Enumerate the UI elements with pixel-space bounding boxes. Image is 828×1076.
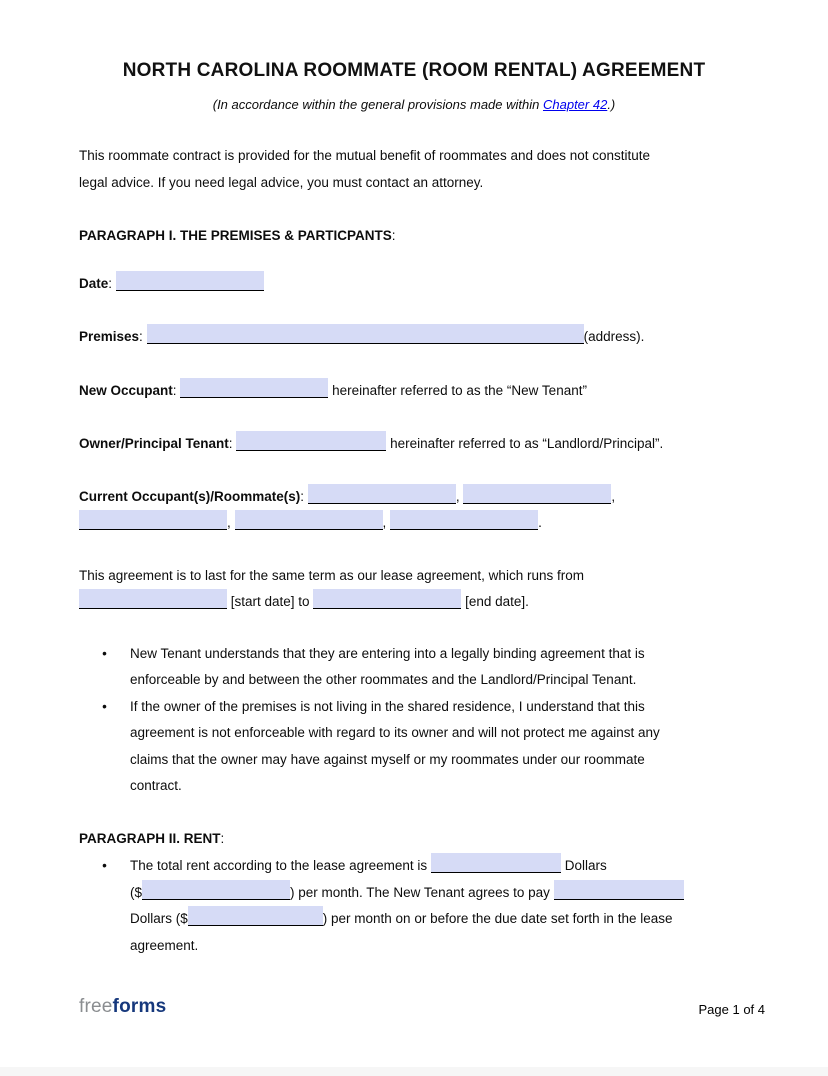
premises-label: Premises — [79, 329, 140, 344]
page-number: Page 1 of 4 — [698, 1002, 765, 1017]
roommate-2-name-blank-field[interactable] — [463, 484, 611, 504]
comma-text: , — [382, 515, 387, 530]
intro-paragraph — [79, 143, 724, 196]
section1-heading — [79, 223, 724, 250]
comma-text: , — [611, 488, 616, 504]
bullet-text — [130, 694, 724, 800]
section2-heading-text: PARAGRAPH II. RENT — [79, 830, 221, 846]
comma-text: , — [227, 515, 231, 530]
current-occupants-row — [79, 484, 724, 537]
date-label: Date — [79, 275, 109, 291]
rent-text: ) per month. The New Tenant agrees to pay — [290, 884, 550, 900]
premises-row — [79, 324, 724, 351]
subtitle-suffix-text: .) — [607, 97, 616, 112]
text-line: enforceable by and between the other roommates and the Landlord/Principal Tenant. — [130, 672, 637, 687]
roommate-1-name-blank-field[interactable] — [308, 484, 456, 504]
owner-suffix-text: hereinafter referred to as “Landlord/Principal”. — [390, 436, 664, 451]
logo-free-text: free — [79, 996, 113, 1017]
roommate-3-name-blank-field[interactable] — [79, 510, 227, 530]
rent-text: ($ — [130, 884, 143, 900]
roommate-4-name-blank-field[interactable] — [235, 510, 383, 530]
total-rent-words-blank-field[interactable] — [431, 853, 561, 873]
end-date-text: [end date]. — [465, 594, 529, 609]
comma-text: , — [455, 488, 460, 504]
lease-term-paragraph — [79, 563, 724, 616]
new-occupant-label: New Occupant — [79, 382, 173, 398]
rent-line-3 — [130, 906, 724, 933]
label-colon: : — [108, 275, 113, 291]
premises-address-blank-field[interactable] — [147, 324, 584, 344]
text-line: contract. — [130, 778, 182, 793]
rent-bullet-item — [79, 853, 724, 959]
freeforms-logo — [79, 996, 166, 1018]
text-line: This roommate contract is provided for the mutual benefit of roommates and does not constitute — [79, 148, 651, 163]
new-occupant-suffix-text: hereinafter referred to as the “New Tenant” — [332, 382, 587, 398]
rent-text: ) per month on or before the due date set forth in the lease — [322, 911, 673, 926]
new-tenant-rent-amount-blank-field[interactable] — [188, 906, 323, 926]
label-colon: : — [172, 382, 177, 398]
bullet-icon: • — [102, 698, 107, 714]
heading-colon: : — [391, 228, 396, 243]
owner-name-blank-field[interactable] — [236, 431, 386, 451]
premises-suffix-text: (address). — [583, 329, 645, 344]
document-title: NORTH CAROLINA ROOMMATE (ROOM RENTAL) AGREEMENT — [122, 60, 706, 81]
label-colon: : — [300, 488, 305, 504]
rent-text: The total rent according to the lease agreement is — [130, 858, 428, 873]
end-date-blank-field[interactable] — [313, 589, 461, 609]
rent-line-2 — [130, 880, 724, 907]
new-occupant-row — [79, 378, 724, 405]
text-line: If the owner of the premises is not living in the shared residence, I understand that this — [130, 698, 645, 714]
section2-heading — [79, 826, 724, 853]
document-subtitle — [0, 96, 828, 113]
text-line: agreement is not enforceable with regard to its owner and will not protect me against any — [130, 725, 660, 740]
text-line: This agreement is to last for the same term as our lease agreement, which runs from — [79, 567, 584, 583]
section1-bullet-list — [79, 641, 724, 800]
rent-text: agreement. — [130, 937, 199, 953]
chapter-42-link[interactable]: Chapter 42 — [542, 97, 608, 112]
date-row — [79, 271, 724, 298]
date-blank-field[interactable] — [116, 271, 264, 291]
rent-bullet-text — [130, 853, 724, 959]
list-item — [79, 641, 724, 694]
owner-label: Owner/Principal Tenant — [79, 436, 229, 451]
new-occupant-name-blank-field[interactable] — [180, 378, 328, 398]
bullet-text — [130, 641, 724, 694]
bullet-icon: • — [102, 645, 107, 661]
rent-text: Dollars — [564, 858, 607, 873]
start-date-blank-field[interactable] — [79, 589, 227, 609]
section1-heading-text: PARAGRAPH I. THE PREMISES & PARTICPANTS — [79, 228, 392, 243]
total-rent-amount-blank-field[interactable] — [142, 880, 290, 900]
label-colon: : — [139, 329, 143, 344]
page-footer — [79, 996, 765, 1018]
owner-principal-tenant-row — [79, 431, 724, 458]
document-body — [79, 143, 724, 959]
start-date-text: [start date] to — [230, 594, 310, 609]
rent-text: Dollars ($ — [130, 911, 188, 926]
page-edge-strip — [0, 1067, 828, 1076]
bullet-icon: • — [102, 858, 107, 873]
current-occupants-line-2 — [79, 510, 724, 537]
roommate-5-name-blank-field[interactable] — [390, 510, 538, 530]
current-occupants-line-1 — [79, 484, 724, 511]
subtitle-prefix-text: (In accordance within the general provisions made within — [212, 97, 540, 112]
heading-colon: : — [220, 830, 225, 846]
lease-term-dates-line — [79, 589, 724, 616]
rent-line-1 — [130, 853, 724, 880]
new-tenant-rent-words-blank-field[interactable] — [554, 880, 684, 900]
period-text: . — [538, 515, 542, 530]
list-item — [79, 694, 724, 800]
rent-line-4 — [130, 933, 724, 960]
label-colon: : — [228, 436, 233, 451]
text-line: claims that the owner may have against myself or my roommates under our roommate — [130, 751, 645, 767]
current-occupants-label: Current Occupant(s)/Roommate(s) — [79, 488, 301, 504]
logo-forms-text: forms — [112, 996, 167, 1017]
text-line: New Tenant understands that they are entering into a legally binding agreement that is — [130, 645, 645, 661]
text-line: legal advice. If you need legal advice, you must contact an attorney. — [79, 174, 484, 190]
